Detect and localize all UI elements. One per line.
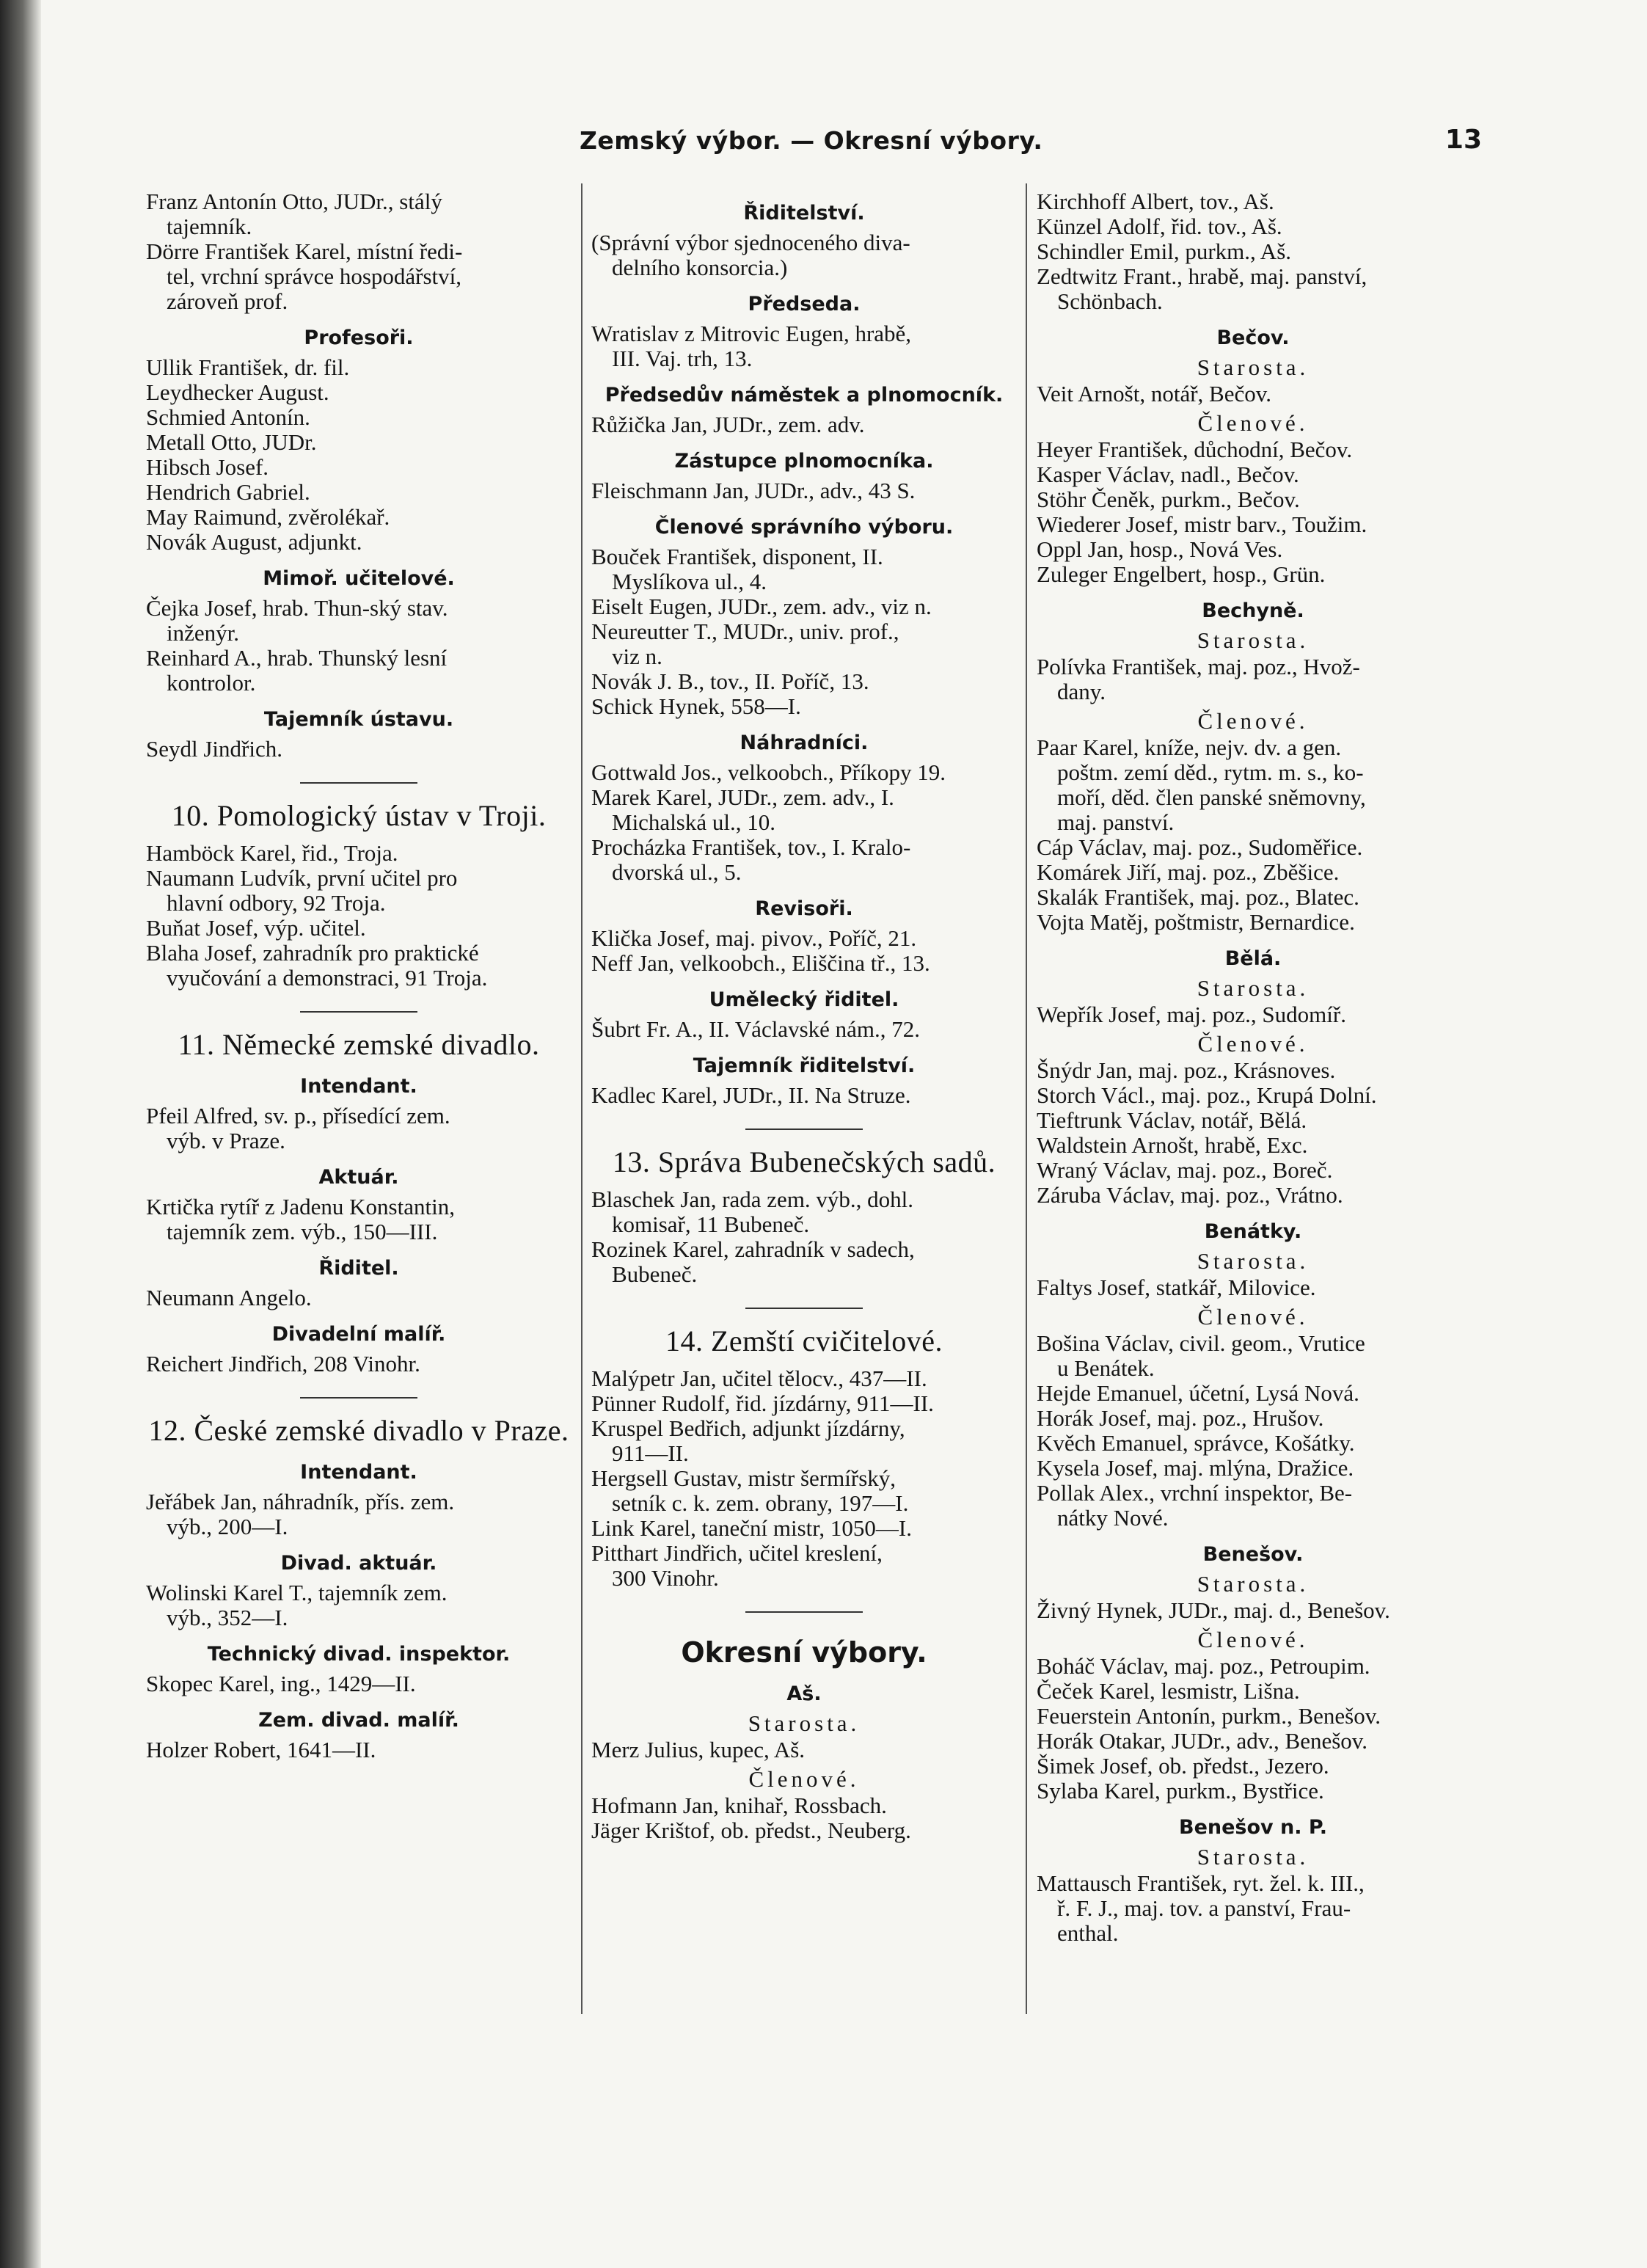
role-heading: Starosta.	[1197, 975, 1310, 1001]
entry-line: Hejde Emanuel, účetní, Lysá Nová.	[1037, 1380, 1359, 1406]
page-edge-shadow	[0, 0, 41, 2268]
entry-continuation: tajemník zem. výb., 150—III.	[167, 1219, 438, 1244]
section-heading: Řiditel.	[318, 1257, 399, 1280]
column-2	[591, 189, 1017, 2244]
role-heading: Starosta.	[1197, 1248, 1310, 1274]
entry-line: Pünner Rudolf, řid. jízdárny, 911—II.	[591, 1390, 934, 1416]
section-heading: Bechyně.	[1202, 599, 1304, 622]
entry-line: Polívka František, maj. poz., Hvož-	[1037, 654, 1360, 679]
entry-line: Künzel Adolf, řid. tov., Aš.	[1037, 214, 1282, 239]
entry-line: Pfeil Alfred, sv. p., přísedící zem.	[146, 1103, 450, 1128]
entry-line: Ullik František, dr. fil.	[146, 354, 350, 380]
entry-continuation: zároveň prof.	[167, 288, 288, 314]
entry-line: Boháč Václav, maj. poz., Petroupim.	[1037, 1653, 1370, 1679]
entry-line: Krtička rytíř z Jadenu Konstantin,	[146, 1194, 455, 1219]
section-heading: Předsedův náměstek a plnomocník.	[605, 384, 1004, 406]
entry-line: Neureutter T., MUDr., univ. prof.,	[591, 619, 899, 644]
entry-line: Záruba Václav, maj. poz., Vrátno.	[1037, 1182, 1343, 1208]
entry-continuation: hlavní odbory, 92 Troja.	[167, 890, 386, 916]
entry-line: May Raimund, zvěrolékař.	[146, 504, 390, 530]
entry-line: Feuerstein Antonín, purkm., Benešov.	[1037, 1703, 1381, 1729]
entry-line: Novák August, adjunkt.	[146, 529, 362, 555]
entry-line: Gottwald Jos., velkoobch., Příkopy 19.	[591, 759, 946, 785]
entry-line: Novák J. B., tov., II. Poříč, 13.	[591, 668, 869, 694]
entry-continuation: výb. v Praze.	[167, 1128, 285, 1153]
entry-line: Horák Josef, maj. poz., Hrušov.	[1037, 1405, 1324, 1431]
entry-continuation: ř. F. J., maj. tov. a panství, Frau-	[1057, 1895, 1351, 1921]
entry-line: Mattausch František, ryt. žel. k. III.,	[1037, 1870, 1365, 1896]
institution-title: 11. Německé zemské divadlo.	[178, 1028, 540, 1061]
section-heading: Náhradníci.	[739, 732, 869, 754]
entry-line: Reichert Jindřich, 208 Vinohr.	[146, 1351, 420, 1377]
entry-line: Wraný Václav, maj. poz., Boreč.	[1037, 1157, 1333, 1183]
entry-line: Schmied Antonín.	[146, 404, 310, 430]
entry-line: Sylaba Karel, purkm., Bystřice.	[1037, 1778, 1324, 1804]
entry-line: Holzer Robert, 1641—II.	[146, 1737, 376, 1762]
part-title: Okresní výbory.	[681, 1636, 927, 1669]
column-3	[1037, 189, 1469, 2244]
entry-line: Zuleger Engelbert, hosp., Grün.	[1037, 561, 1326, 587]
divider-rule	[745, 1308, 863, 1309]
entry-line: Neff Jan, velkoobch., Eliščina tř., 13.	[591, 950, 930, 976]
column-rule	[1026, 183, 1027, 2014]
institution-title: 13. Správa Bubenečských sadů.	[612, 1145, 996, 1178]
section-heading: Zem. divad. malíř.	[258, 1709, 459, 1732]
institution-title: 12. České zemské divadlo v Praze.	[148, 1414, 569, 1447]
section-heading: Mimoř. učitelové.	[263, 567, 455, 590]
entry-line: Bošina Václav, civil. geom., Vrutice	[1037, 1330, 1365, 1356]
entry-line: Tieftrunk Václav, notář, Bělá.	[1037, 1107, 1307, 1133]
entry-continuation: poštm. zemí děd., rytm. m. s., ko-	[1057, 759, 1364, 785]
entry-continuation: III. Vaj. trh, 13.	[612, 346, 753, 371]
entry-continuation: dany.	[1057, 679, 1106, 704]
entry-continuation: delního konsorcia.)	[612, 255, 788, 280]
entry-line: Kirchhoff Albert, tov., Aš.	[1037, 189, 1274, 214]
entry-line: Hendrich Gabriel.	[146, 479, 310, 505]
entry-line: Metall Otto, JUDr.	[146, 429, 317, 455]
entry-continuation: Myslíkova ul., 4.	[612, 569, 767, 594]
entry-line: Kysela Josef, maj. mlýna, Dražice.	[1037, 1455, 1354, 1481]
role-heading: Členové.	[1197, 1031, 1309, 1057]
role-heading: Starosta.	[1197, 627, 1310, 653]
section-heading: Divadelní malíř.	[271, 1323, 446, 1346]
divider-rule	[745, 1128, 863, 1130]
entry-line: Waldstein Arnošt, hrabě, Exc.	[1037, 1132, 1308, 1158]
entry-line: Pollak Alex., vrchní inspektor, Be-	[1037, 1480, 1353, 1506]
section-heading: Bečov.	[1216, 327, 1290, 349]
entry-continuation: 911—II.	[612, 1440, 689, 1466]
entry-line: Hofmann Jan, knihař, Rossbach.	[591, 1793, 887, 1818]
entry-line: Šimek Josef, ob. předst., Jezero.	[1037, 1753, 1329, 1779]
entry-line: Storch Václ., maj. poz., Krupá Dolní.	[1037, 1082, 1377, 1108]
entry-line: Čejka Josef, hrab. Thun-ský stav.	[146, 595, 448, 621]
entry-continuation: u Benátek.	[1057, 1355, 1155, 1381]
entry-line: Blaha Josef, zahradník pro praktické	[146, 940, 479, 966]
entry-line: Faltys Josef, statkář, Milovice.	[1037, 1275, 1316, 1300]
entry-line: Oppl Jan, hosp., Nová Ves.	[1037, 536, 1283, 562]
entry-continuation: setník c. k. zem. obrany, 197—I.	[612, 1490, 909, 1516]
section-heading: Benešov.	[1202, 1543, 1304, 1566]
role-heading: Starosta.	[1197, 1844, 1310, 1870]
entry-line: Hamböck Karel, řid., Troja.	[146, 840, 398, 866]
divider-rule	[745, 1611, 863, 1613]
entry-continuation: moří, děd. člen panské sněmovny,	[1057, 784, 1366, 810]
entry-continuation: kontrolor.	[167, 670, 256, 696]
entry-line: Rozinek Karel, zahradník v sadech,	[591, 1236, 915, 1262]
entry-line: Pitthart Jindřich, učitel kreslení,	[591, 1540, 883, 1566]
entry-line: Procházka František, tov., I. Kralo-	[591, 834, 911, 860]
role-heading: Členové.	[1197, 1304, 1309, 1330]
entry-line: Wiederer Josef, mistr barv., Toužim.	[1037, 511, 1367, 537]
section-heading: Benešov n. P.	[1178, 1816, 1327, 1839]
entry-line: Cáp Václav, maj. poz., Sudoměřice.	[1037, 834, 1363, 860]
section-heading: Intendant.	[300, 1075, 417, 1098]
entry-line: Bouček František, disponent, II.	[591, 544, 883, 569]
running-header: Zemský výbor. — Okresní výbory.	[580, 126, 1043, 155]
entry-line: Wolinski Karel T., tajemník zem.	[146, 1580, 448, 1605]
section-heading: Profesoři.	[304, 327, 414, 349]
entry-line: Jeřábek Jan, náhradník, přís. zem.	[146, 1489, 455, 1514]
section-heading: Tajemník ústavu.	[263, 708, 454, 731]
entry-continuation: 300 Vinohr.	[612, 1565, 719, 1591]
entry-line: Šubrt Fr. A., II. Václavské nám., 72.	[591, 1016, 921, 1042]
role-heading: Členové.	[1197, 410, 1309, 436]
entry-line: Vojta Matěj, poštmistr, Bernardice.	[1037, 909, 1355, 935]
entry-line: Skalák František, maj. poz., Blatec.	[1037, 884, 1359, 910]
entry-line: Živný Hynek, JUDr., maj. d., Benešov.	[1037, 1597, 1390, 1623]
role-heading: Starosta.	[1197, 1571, 1310, 1597]
entry-line: Paar Karel, kníže, nejv. dv. a gen.	[1037, 734, 1342, 760]
role-heading: Členové.	[748, 1766, 860, 1792]
entry-line: (Správní výbor sjednoceného diva-	[591, 230, 910, 255]
entry-line: Schindler Emil, purkm., Aš.	[1037, 238, 1292, 264]
role-heading: Členové.	[1197, 1627, 1309, 1652]
entry-continuation: Michalská ul., 10.	[612, 809, 775, 835]
entry-line: Franz Antonín Otto, JUDr., stálý	[146, 189, 442, 214]
section-heading: Divad. aktuár.	[280, 1552, 437, 1575]
entry-line: Schick Hynek, 558—I.	[591, 693, 801, 719]
entry-continuation: tajemník.	[167, 214, 252, 239]
entry-line: Buňat Josef, výp. učitel.	[146, 915, 366, 941]
role-heading: Starosta.	[1197, 354, 1310, 380]
entry-line: Marek Karel, JUDr., zem. adv., I.	[591, 784, 894, 810]
institution-title: 14. Zemští cvičitelové.	[665, 1324, 943, 1357]
entry-line: Wratislav z Mitrovic Eugen, hrabě,	[591, 321, 912, 346]
entry-line: Růžička Jan, JUDr., zem. adv.	[591, 412, 865, 437]
entry-line: Horák Otakar, JUDr., adv., Benešov.	[1037, 1728, 1368, 1754]
section-heading: Benátky.	[1204, 1220, 1302, 1243]
entry-line: Čeček Karel, lesmistr, Lišna.	[1037, 1678, 1300, 1704]
entry-continuation: enthal.	[1057, 1920, 1119, 1946]
entry-continuation: dvorská ul., 5.	[612, 859, 742, 885]
entry-continuation: výb., 200—I.	[167, 1514, 288, 1539]
entry-line: Naumann Ludvík, první učitel pro	[146, 865, 458, 891]
entry-line: Blaschek Jan, rada zem. výb., dohl.	[591, 1186, 914, 1212]
entry-line: Komárek Jiří, maj. poz., Zběšice.	[1037, 859, 1340, 885]
entry-line: Kasper Václav, nadl., Bečov.	[1037, 462, 1299, 487]
entry-continuation: Bubeneč.	[612, 1261, 698, 1287]
entry-continuation: maj. panství.	[1057, 809, 1175, 835]
entry-line: Kruspel Bedřich, adjunkt jízdárny,	[591, 1415, 905, 1441]
entry-continuation: nátky Nové.	[1057, 1505, 1169, 1531]
role-heading: Starosta.	[748, 1710, 861, 1736]
entry-line: Neumann Angelo.	[146, 1285, 312, 1310]
section-heading: Aš.	[786, 1682, 822, 1705]
divider-rule	[300, 1011, 417, 1013]
entry-continuation: viz n.	[612, 643, 662, 669]
entry-line: Zedtwitz Frant., hrabě, maj. panství,	[1037, 263, 1367, 289]
entry-line: Seydl Jindřich.	[146, 736, 282, 762]
entry-line: Kadlec Karel, JUDr., II. Na Struze.	[591, 1082, 911, 1108]
institution-title: 10. Pomologický ústav v Troji.	[171, 799, 547, 832]
section-heading: Aktuár.	[318, 1166, 399, 1189]
section-heading: Umělecký řiditel.	[709, 988, 899, 1011]
entry-continuation: komisař, 11 Bubeneč.	[612, 1211, 810, 1237]
section-heading: Tajemník řiditelství.	[693, 1054, 916, 1077]
section-heading: Bělá.	[1224, 947, 1282, 970]
entry-line: Leydhecker August.	[146, 379, 329, 405]
entry-line: Jäger Krištof, ob. předst., Neuberg.	[591, 1817, 911, 1843]
divider-rule	[300, 782, 417, 784]
entry-line: Dörre František Karel, místní ředi-	[146, 238, 463, 264]
entry-line: Hergsell Gustav, mistr šermířský,	[591, 1465, 896, 1491]
entry-line: Kvěch Emanuel, správce, Košátky.	[1037, 1430, 1355, 1456]
entry-line: Heyer František, důchodní, Bečov.	[1037, 437, 1353, 462]
entry-line: Skopec Karel, ing., 1429—II.	[146, 1671, 416, 1696]
entry-continuation: vyučování a demonstraci, 91 Troja.	[167, 965, 488, 991]
section-heading: Předseda.	[748, 293, 861, 316]
section-heading: Intendant.	[300, 1461, 417, 1484]
entry-line: Hibsch Josef.	[146, 454, 269, 480]
section-heading: Řiditelství.	[743, 202, 865, 225]
column-rule	[581, 183, 583, 2014]
divider-rule	[300, 1397, 417, 1399]
entry-continuation: výb., 352—I.	[167, 1605, 288, 1630]
page-number: 13	[1445, 125, 1482, 155]
entry-line: Stöhr Čeněk, purkm., Bečov.	[1037, 486, 1300, 512]
entry-line: Reinhard A., hrab. Thunský lesní	[146, 645, 448, 671]
entry-line: Wepřík Josef, maj. poz., Sudomíř.	[1037, 1002, 1346, 1027]
entry-line: Fleischmann Jan, JUDr., adv., 43 S.	[591, 478, 916, 503]
entry-line: Link Karel, taneční mistr, 1050—I.	[591, 1515, 912, 1541]
entry-line: Eiselt Eugen, JUDr., zem. adv., viz n.	[591, 594, 932, 619]
entry-continuation: inženýr.	[167, 620, 239, 646]
entry-line: Merz Julius, kupec, Aš.	[591, 1737, 806, 1762]
column-1	[146, 189, 571, 2244]
section-heading: Zástupce plnomocníka.	[674, 450, 934, 473]
entry-line: Šnýdr Jan, maj. poz., Krásnoves.	[1037, 1057, 1336, 1083]
entry-line: Klička Josef, maj. pivov., Poříč, 21.	[591, 925, 917, 951]
entry-continuation: Schönbach.	[1057, 288, 1163, 314]
section-heading: Revisoři.	[755, 897, 853, 920]
section-heading: Členové správního výboru.	[654, 516, 954, 539]
entry-line: Malýpetr Jan, učitel tělocv., 437—II.	[591, 1365, 927, 1391]
entry-line: Veit Arnošt, notář, Bečov.	[1037, 381, 1271, 406]
entry-continuation: tel, vrchní správce hospodářství,	[167, 263, 462, 289]
role-heading: Členové.	[1197, 708, 1309, 734]
section-heading: Technický divad. inspektor.	[207, 1643, 511, 1666]
